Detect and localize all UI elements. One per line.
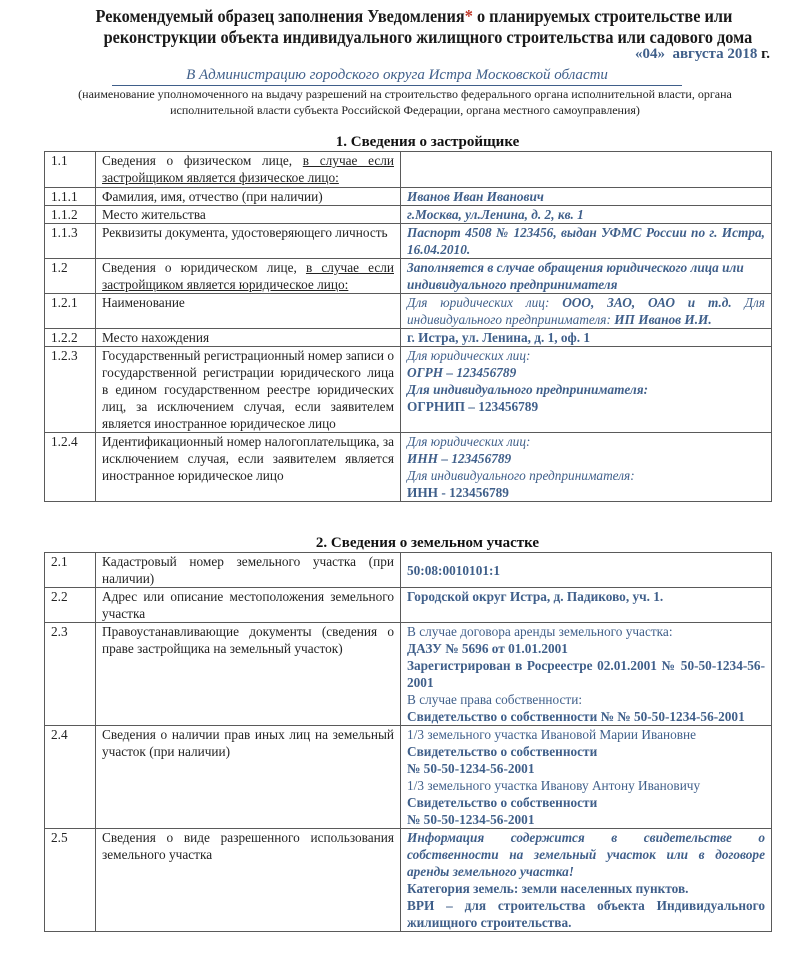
table-row (45, 829, 772, 932)
value-line: Для индивидуального предпринимателя: (407, 468, 635, 483)
section-1-heading: 1. Сведения о застройщике (335, 134, 520, 150)
value-hint: Для индивидуального предпринимателя: (407, 295, 765, 327)
row-value (401, 726, 772, 829)
row-value (401, 294, 772, 329)
table-row (45, 433, 772, 502)
row-number: 1.2 (45, 259, 96, 294)
value-line: Для индивидуального предпринимателя: (407, 382, 648, 397)
row-number: 1.2.2 (45, 329, 96, 347)
row-number: 2.2 (45, 588, 96, 623)
title-text-cont: о планируемых строительстве или (472, 6, 733, 26)
value-line: ОГРНИП – 123456789 (407, 399, 539, 414)
value-line: ОГРН – 123456789 (407, 365, 517, 380)
land-plot-table (44, 552, 772, 932)
table-row (45, 623, 772, 726)
table-row (45, 188, 772, 206)
table-row (45, 259, 772, 294)
row-label: Сведения о виде разрешенного использования земельного участка (96, 829, 401, 932)
row-label: Сведения о наличии прав иных лиц на земельный участок (при наличии) (96, 726, 401, 829)
recipient-authority: В Администрацию городского округа Истра Московской области (112, 67, 682, 86)
value-line: В случае договора аренды земельного участка: (407, 624, 673, 639)
row-value (401, 433, 772, 502)
value-line: В случае права собственности: (407, 692, 583, 707)
section-2-heading: 2. Сведения о земельном участке (315, 535, 540, 551)
row-value: Иванов Иван Иванович (401, 188, 772, 206)
title-line-2: реконструкции объекта индивидуального жилищного строительства или садового дома (103, 27, 753, 47)
value-example: ИП Иванов И.И. (614, 312, 712, 327)
row-label (96, 152, 401, 188)
table-row (45, 206, 772, 224)
row-number: 1.1.1 (45, 188, 96, 206)
row-label: Фамилия, имя, отчество (при наличии) (96, 188, 401, 206)
value-line: Свидетельство о собственности (407, 744, 598, 759)
row-number: 1.2.3 (45, 347, 96, 433)
row-number: 2.1 (45, 553, 96, 588)
row-value: Заполняется в случае обращения юридического лица или индивидуального предпринимателя (401, 259, 772, 294)
row-label (96, 259, 401, 294)
row-label: Адрес или описание местоположения земельного участка (96, 588, 401, 623)
value-line: № 50-50-1234-56-2001 (407, 761, 535, 776)
row-number: 1.2.1 (45, 294, 96, 329)
value-line: Категория земель: земли населенных пунктов. (407, 881, 689, 896)
value-line: 1/3 земельного участка Ивановой Марии Ивановне (407, 727, 697, 742)
table-row (45, 726, 772, 829)
date-month-year: августа 2018 (672, 46, 758, 62)
table-row (45, 329, 772, 347)
row-value (401, 829, 772, 932)
row-number: 1.1.3 (45, 224, 96, 259)
row-label: Правоустанавливающие документы (сведения о праве застройщика на земельный участок) (96, 623, 401, 726)
row-value: 50:08:0010101:1 (401, 553, 772, 588)
value-line: Свидетельство о собственности (407, 795, 598, 810)
row-label: Наименование (96, 294, 401, 329)
row-label: Кадастровый номер земельного участка (при наличии) (96, 553, 401, 588)
row-number: 2.3 (45, 623, 96, 726)
label-text: Сведения о юридическом лице, (102, 260, 306, 275)
table-row (45, 553, 772, 588)
value-line: ДАЗУ № 5696 от 01.01.2001 (407, 641, 568, 656)
value-line: ВРИ – для строительства объекта Индивидуального жилищного строительства. (407, 898, 765, 930)
row-value (401, 347, 772, 433)
table-row (45, 294, 772, 329)
value-line: Зарегистрирован в Росреестре 02.01.2001 № 50-50-1234-56-2001 (407, 658, 765, 690)
value-line: ИНН - 123456789 (407, 485, 509, 500)
value-example: ООО, ЗАО, ОАО и т.д. (562, 295, 732, 310)
date-suffix: г. (757, 46, 770, 62)
row-number: 1.1 (45, 152, 96, 188)
value-hint: Для юридических лиц: (407, 295, 563, 310)
row-number: 1.2.4 (45, 433, 96, 502)
row-label: Место жительства (96, 206, 401, 224)
table-row (45, 152, 772, 188)
table-row (45, 588, 772, 623)
document-title (28, 6, 772, 48)
value-line: ИНН – 123456789 (407, 451, 512, 466)
row-number: 2.4 (45, 726, 96, 829)
date-day: «04» (634, 46, 665, 62)
value-line: № 50-50-1234-56-2001 (407, 812, 535, 827)
row-number: 1.1.2 (45, 206, 96, 224)
row-label: Реквизиты документа, удостоверяющего личность (96, 224, 401, 259)
row-value (401, 623, 772, 726)
value-line: Свидетельство о собственности № № 50-50-1234-56-2001 (407, 709, 745, 724)
value-line: Для юридических лиц: (407, 348, 531, 363)
row-value: г.Москва, ул.Ленина, д. 2, кв. 1 (401, 206, 772, 224)
table-row (45, 347, 772, 433)
row-value: г. Истра, ул. Ленина, д. 1, оф. 1 (401, 329, 772, 347)
label-underlined: в случае если застройщиком является физическое лицо: (102, 153, 394, 185)
row-label: Государственный регистрационный номер записи о государственной регистрации юридического лица в едином государственном реестре юридических лиц, за исключением случая, если заявителем является иностранное юридическое лицо (96, 347, 401, 433)
row-value (401, 152, 772, 188)
value-line: 1/3 земельного участка Иванову Антону Ивановичу (407, 778, 701, 793)
label-text: Сведения о физическом лице, (102, 153, 303, 168)
recipient-note: (наименование уполномоченного на выдачу разрешений на строительство федерального органа исполнительной власти, органа исполнительной власти субъекта Российской Федерации, органа местного самоуправления) (78, 87, 732, 117)
title-asterisk: * (464, 6, 473, 26)
title-text: Рекомендуемый образец заполнения Уведомления (95, 6, 465, 26)
row-label: Место нахождения (96, 329, 401, 347)
row-value: Городской округ Истра, д. Падиково, уч. 1. (401, 588, 772, 623)
row-label: Идентификационный номер налогоплательщика, за исключением случая, если заявителем является иностранное юридическое лицо (96, 433, 401, 502)
row-number: 2.5 (45, 829, 96, 932)
table-row (45, 224, 772, 259)
label-underlined: в случае если застройщиком является юридическое лицо: (102, 260, 394, 292)
value-line: Информация содержится в свидетельстве о собственности на земельный участок или в договоре аренды земельного участка! (407, 830, 765, 879)
row-value: Паспорт 4508 № 123456, выдан УФМС России по г. Истра, 16.04.2010. (401, 224, 772, 259)
document-date (635, 46, 770, 63)
developer-info-table (44, 151, 772, 502)
value-line: Для юридических лиц: (407, 434, 531, 449)
